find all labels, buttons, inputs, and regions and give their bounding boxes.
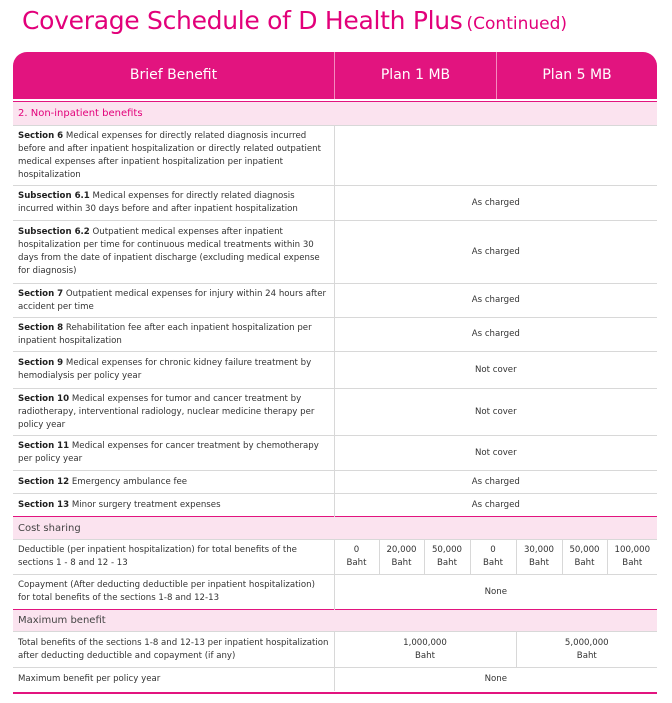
deductible-option: 0 Baht [334, 540, 379, 575]
deductible-option: 50,000 Baht [562, 540, 607, 575]
plan-5mb-total: 5,000,000 Baht [516, 632, 657, 668]
table-row [13, 318, 657, 352]
table-row [13, 284, 657, 318]
benefit-value: As charged [334, 221, 657, 284]
plan-1mb-total: 1,000,000 Baht [334, 632, 516, 668]
table-row [13, 471, 657, 494]
table-row-copayment [13, 575, 657, 610]
section-header-cost-sharing [13, 517, 657, 540]
coverage-table [13, 101, 657, 691]
table-row [13, 389, 657, 436]
copayment-value: None [334, 575, 657, 610]
header-brief-benefit: Brief Benefit [129, 67, 218, 83]
benefit-description: Subsection 6.1 Medical expenses for directly related diagnosis incurred within 30 days before and after inpatient hospitalization [13, 186, 334, 221]
deductible-option: 20,000 Baht [379, 540, 424, 575]
copayment-description: Copayment (After deducting deductible per inpatient hospitalization) for total benefits of the sections 1-8 and 12-13 [13, 575, 334, 610]
table-row [13, 436, 657, 471]
benefit-value: Not cover [334, 389, 657, 436]
deductible-option: 0 Baht [470, 540, 516, 575]
per-year-description: Maximum benefit per policy year [13, 668, 334, 691]
table-row-deductible [13, 540, 657, 575]
benefit-description: Section 6 Medical expenses for directly related diagnosis incurred before and after inpatient hospitalization or directly related outpatient medical expenses after inpatient hospitalization per inpatient hospitalization [13, 126, 334, 186]
table-header [13, 52, 657, 99]
benefit-description: Section 9 Medical expenses for chronic kidney failure treatment by hemodialysis per policy year [13, 352, 334, 389]
deductible-option: 100,000 Baht [607, 540, 657, 575]
benefit-description: Section 13 Minor surgery treatment expenses [13, 494, 334, 517]
per-year-value: None [334, 668, 657, 691]
table-row [13, 221, 657, 284]
header-plan-5mb: Plan 5 MB [542, 67, 612, 83]
table-bottom-border [13, 692, 657, 694]
benefit-value: As charged [334, 494, 657, 517]
benefit-description: Section 11 Medical expenses for cancer treatment by chemotherapy per policy year [13, 436, 334, 471]
section-header-maximum-benefit [13, 610, 657, 632]
benefit-value [334, 126, 657, 186]
table-row-per-year [13, 668, 657, 691]
benefit-value: Not cover [334, 436, 657, 471]
benefit-description: Subsection 6.2 Outpatient medical expenses after inpatient hospitalization per time for continuous medical treatments within 30 days from the date of inpatient discharge (excluding medical expense for diagnosis) [13, 221, 334, 284]
benefit-value: As charged [334, 186, 657, 221]
title-main: Coverage Schedule of D Health Plus [22, 6, 463, 35]
section-title: Cost sharing [13, 517, 657, 540]
benefit-description: Section 12 Emergency ambulance fee [13, 471, 334, 494]
benefit-description: Section 10 Medical expenses for tumor and cancer treatment by radiotherapy, interventional radiology, nuclear medicine therapy per policy year [13, 389, 334, 436]
section-title: 2. Non-inpatient benefits [13, 102, 657, 126]
benefit-value: As charged [334, 284, 657, 318]
table-row-total-benefit [13, 632, 657, 668]
benefit-value: As charged [334, 471, 657, 494]
table-row [13, 126, 657, 186]
benefit-value: Not cover [334, 352, 657, 389]
section-header-noninpatient [13, 102, 657, 126]
title-continued: (Continued) [466, 14, 568, 34]
deductible-description: Deductible (per inpatient hospitalization) for total benefits of the sections 1 - 8 and 12 - 13 [13, 540, 334, 575]
table-row [13, 494, 657, 517]
deductible-option: 50,000 Baht [424, 540, 470, 575]
deductible-option: 30,000 Baht [516, 540, 562, 575]
section-title: Maximum benefit [13, 610, 657, 632]
page-title [22, 6, 567, 35]
benefit-description: Section 8 Rehabilitation fee after each inpatient hospitalization per inpatient hospitalization [13, 318, 334, 352]
header-plan-1mb: Plan 1 MB [380, 67, 451, 83]
total-benefit-description: Total benefits of the sections 1-8 and 12-13 per inpatient hospitalization after deducting deductible and copayment (if any) [13, 632, 334, 668]
table-row [13, 352, 657, 389]
benefit-description: Section 7 Outpatient medical expenses for injury within 24 hours after accident per time [13, 284, 334, 318]
table-row [13, 186, 657, 221]
benefit-value: As charged [334, 318, 657, 352]
